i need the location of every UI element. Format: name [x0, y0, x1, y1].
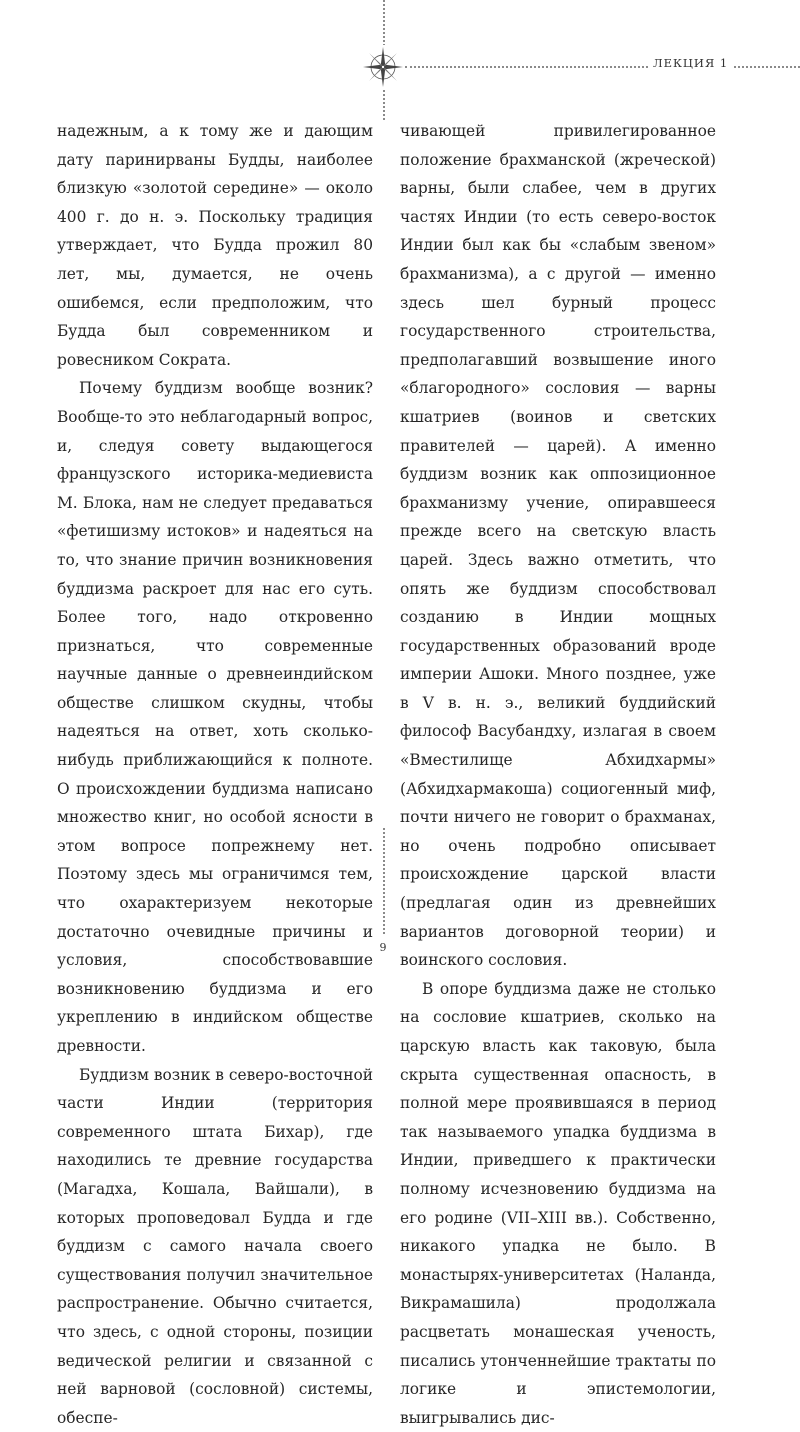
left-paragraph-3: Буддизм возник в северо-восточной части Индии (территория современного штата Бихар), где находились те древние государства (Магадха, Кошала, Вайшали), в которых проповедовал Будда и где буддизм с самого начала своего существования получил значительное распространение. Обычно считается, что здесь, с одной стороны, позиции ведической религии и связанной с ней варновой (сословной) системы, обеспе-	[57, 1065, 373, 1427]
bottom-vertical-rule	[383, 828, 385, 934]
left-paragraph-1: надежным, а к тому же и дающим дату паринирваны Будды, наиболее близкую «золотой середине» — около 400 г. до н. э. Поскольку традиция утверждает, что Будда прожил 80 лет, мы, думается, не очень ошибемся, если предположим, что Будда был современником и ровесником Сократа.	[57, 122, 373, 369]
right-paragraph-2: В опоре буддизма даже не столько на сословие кшатриев, сколько на царскую власть как таковую, была скрыта существенная опасность, в полной мере проявившаяся в период так называемого упадка буддизма в Индии, приведшего к практически полному исчезновению буддизма на его родине (VII–XIII вв.). Собственно, никакого упадка не было. В монастырях-университетах (Наланда, Викрамашила) продолжала расцветать монашеская ученость, писались утонченнейшие трактаты по логике и эпистемологии, выигрывались дис-	[400, 979, 716, 1427]
left-text-column	[57, 117, 373, 1432]
column-divider-rule	[383, 90, 385, 120]
compass-rose-icon	[361, 45, 405, 89]
right-paragraph-1: чивающей привилегированное положение брахманской (жреческой) варны, были слабее, чем в других частях Индии (то есть северо-восток Индии был как бы «слабым звеном» брахманизма), а с другой — именно здесь шел бурный процесс государственного строительства, предполагавший возвышение иного «благородного» сословия — варны кшатриев (воинов и светских правителей — царей). А именно буддизм возник как оппозиционное брахманизму учение, опиравшееся прежде всего на светскую власть царей. Здесь важно отметить, что опять же буддизм способствовал созданию в Индии мощных государственных образований вроде империи Ашоки. Много позднее, уже в V в. н. э., великий буддийский философ Васубандху, излагая в своем «Вместилище Абхидхармы» (Абхидхармакоша) социогенный миф, почти ничего не говорит о брахманах, но очень подробно описывает происхождение царской власти (предлагая один из древнейших вариантов договорной теории) и воинского сословия.	[400, 122, 716, 970]
top-vertical-rule	[383, 0, 385, 46]
right-text-column	[400, 117, 716, 1432]
header-rule	[405, 66, 800, 68]
left-paragraph-2: Почему буддизм вообще возник? Вообще-то это неблагодарный вопрос, и, следуя совету выдающегося французского историка-медиевиста М. Блока, нам не следует предаваться «фетишизму истоков» и надеяться на то, что знание причин возникновения буддизма раскроет для нас его суть. Более того, надо откровенно признаться, что современные научные данные о древнеиндийском обществе слишком скудны, чтобы надеяться на ответ, хоть сколько-нибудь приближающийся к полноте. О происхождении буддизма написано множество книг, но особой ясности в этом вопросе попрежнему нет. Поэтому здесь мы ограничимся тем, что охарактеризуем некоторые достаточно очевидные причины и условия, способствовавшие возникновению буддизма и его укреплению в индийском обществе древности.	[57, 379, 373, 1055]
running-header-title: ЛЕКЦИЯ 1	[648, 56, 733, 70]
page-number: 9	[379, 941, 387, 954]
